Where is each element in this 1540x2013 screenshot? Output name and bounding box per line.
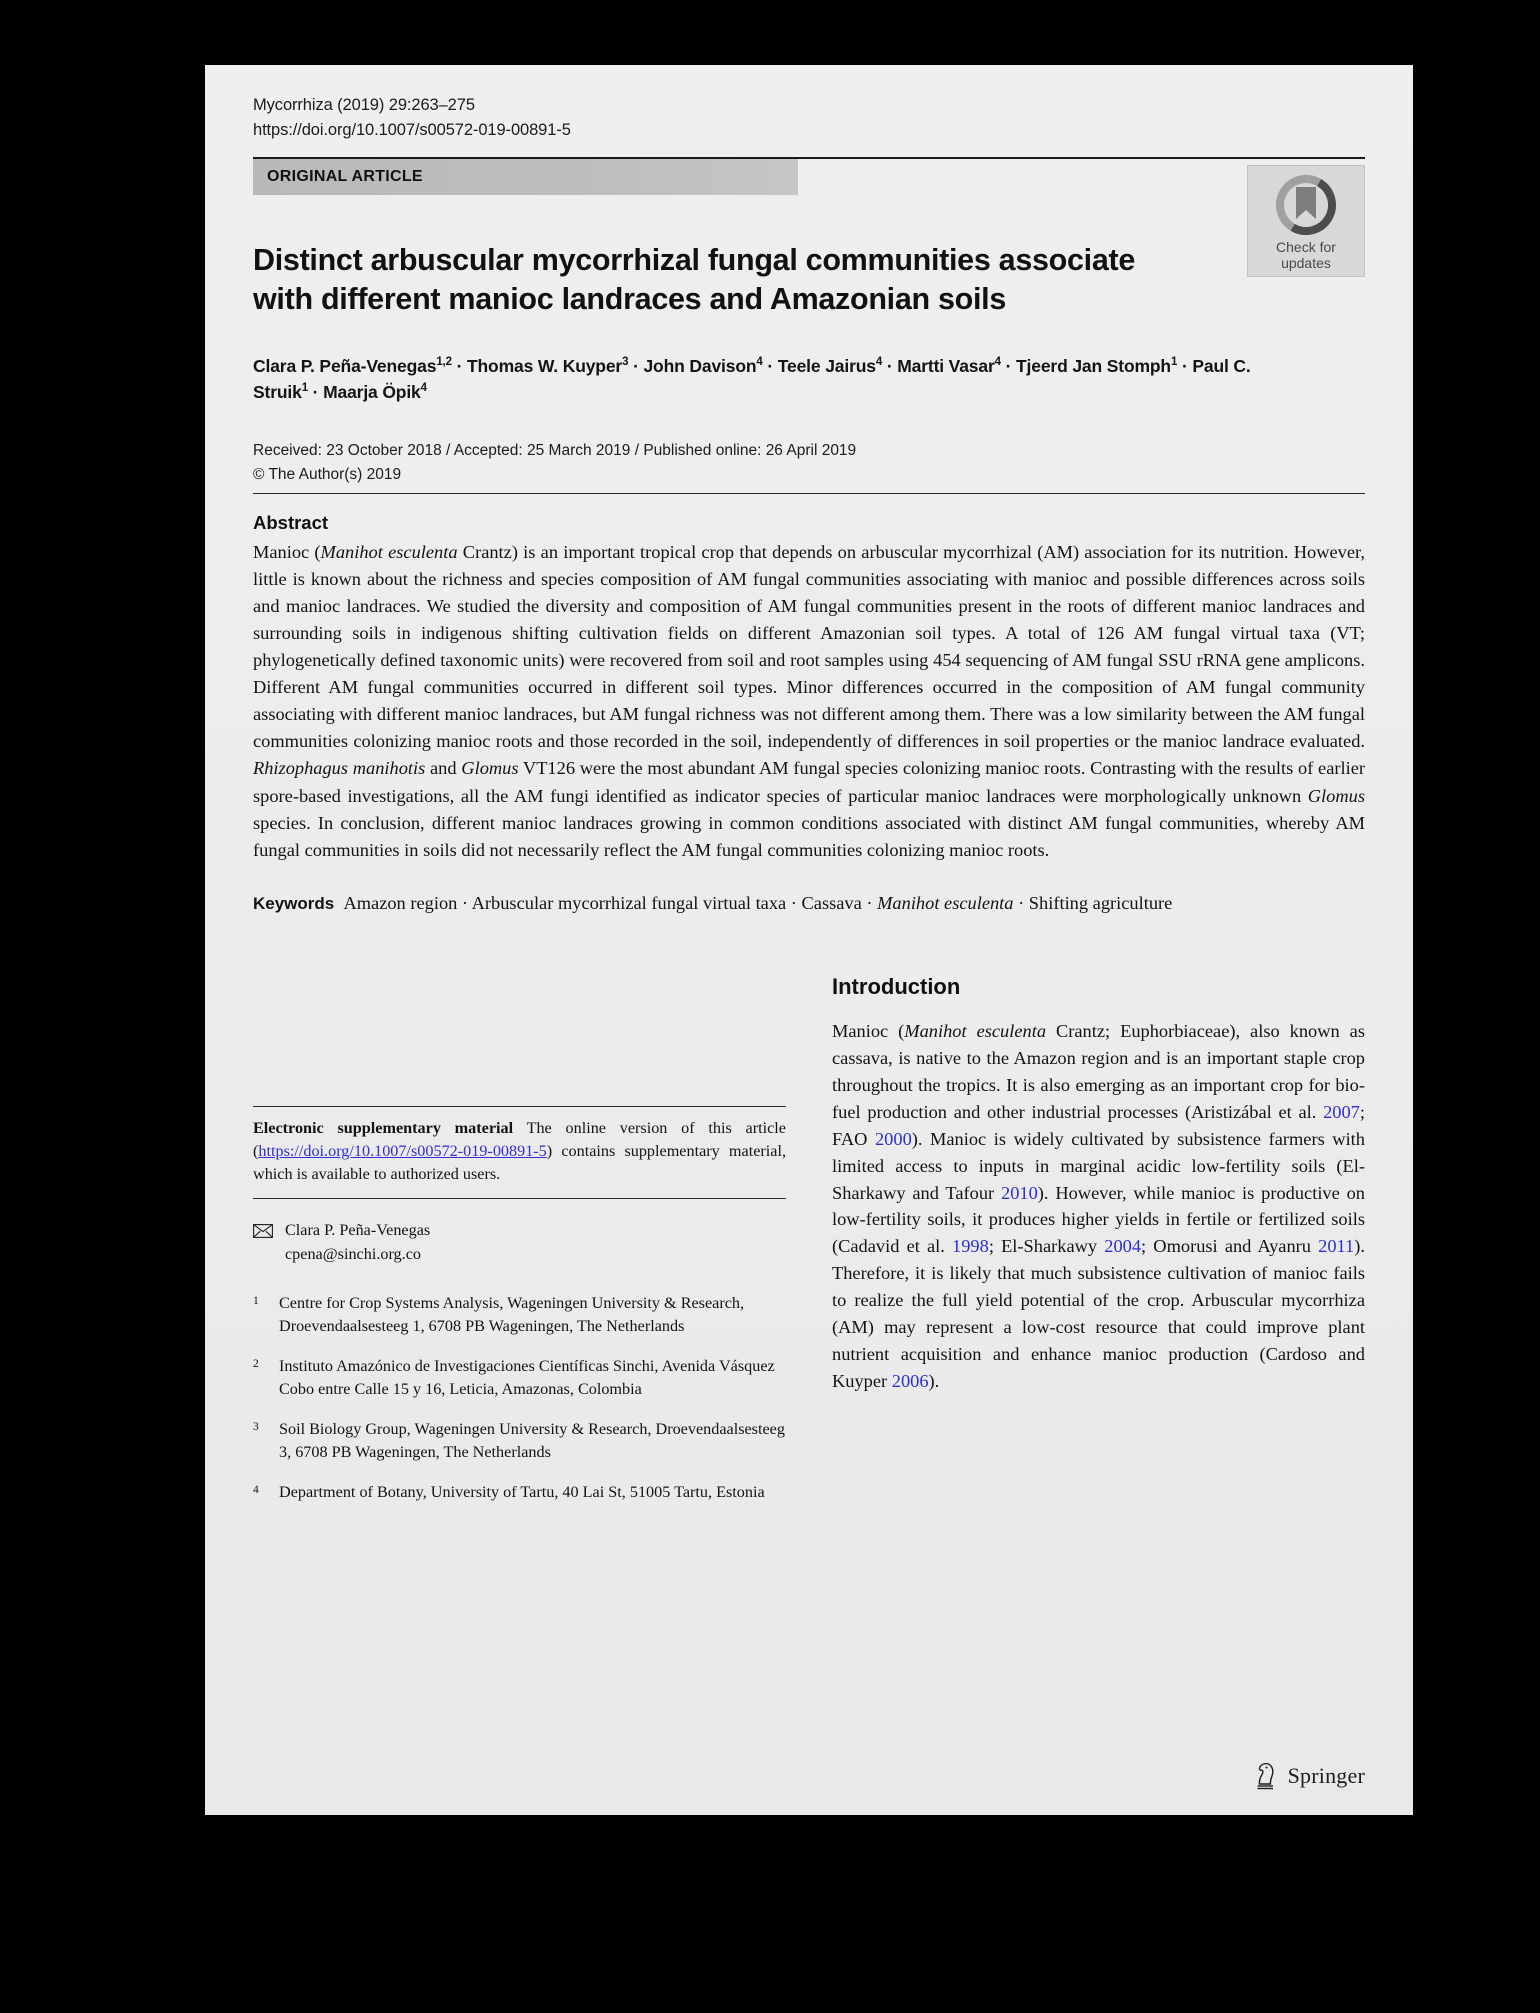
citation-link[interactable]: 2011 xyxy=(1318,1236,1355,1257)
intro-seg: Crantz; Euphorbiaceae), also known as cassava, is native to the Amazon region and is an important staple crop throughout the tropics. It is also emerging as an important crop for bio-fuel production and other industrial processes (Aristizábal et al. xyxy=(832,1021,1365,1122)
abstract-divider xyxy=(253,493,1365,494)
author-name: Maarja Öpik xyxy=(323,381,421,402)
author-separator: · xyxy=(451,355,467,376)
intro-seg: ). Therefore, it is likely that much subsistence cultivation of manioc fails to realize the full yield potential of the crop. Arbuscular mycorrhiza (AM) may represent a low-cost resource that could improve plant nutrient acquisition and enhance manioc production (Cardoso and Kuyper xyxy=(832,1236,1365,1391)
abstract-seg: Manioc ( xyxy=(253,542,321,563)
affiliation-number: 3 xyxy=(253,1421,259,1434)
springer-logo-icon xyxy=(1253,1761,1279,1791)
intro-seg: ; Omorusi and Ayanru xyxy=(1141,1236,1319,1257)
footnote-block xyxy=(253,1106,786,1199)
journal-header xyxy=(253,93,1365,143)
article-type-banner: ORIGINAL ARTICLE xyxy=(253,159,798,195)
corresponding-author-email[interactable]: cpena@sinchi.org.co xyxy=(285,1244,421,1263)
author-affiliation-marker: 4 xyxy=(420,381,427,394)
supplementary-doi-link[interactable]: https://doi.org/10.1007/s00572-019-00891-5 xyxy=(258,1142,547,1161)
supplementary-material-note xyxy=(253,1117,786,1186)
author-affiliation-marker: 4 xyxy=(756,355,763,368)
two-column-area xyxy=(253,974,1365,1504)
author-separator: · xyxy=(1177,355,1193,376)
intro-seg: ; El-Sharkawy xyxy=(988,1236,1105,1257)
citation-link[interactable]: 1998 xyxy=(952,1236,989,1257)
author-affiliation-marker: 4 xyxy=(875,355,883,368)
abstract-seg: Crantz) is an important tropical crop that depends on arbuscular mycorrhizal (AM) association for its nutrition. However, little is known about the richness and species composition of AM fungal communities associating with manioc and possible differences across soils and manioc landraces. We studied the diversity and composition of AM fungal communities present in the roots of different manioc landraces and surrounding soils in indigenous shifting cultivation fields on different Amazonian soil types. A total of 126 AM fungal virtual taxa (VT; phylogenetically defined taxonomic units) were recovered from soil and root samples using 454 sequencing of AM fungal SSU rRNA gene amplicons. Different AM fungal communities occurred in different soil types. Minor differences occurred in the composition of AM fungal community associating with different manioc landraces, but AM fungal richness was not different among them. There was a low similarity between the AM fungal communities colonizing manioc roots and those recorded in the soil, independently of differences in soil properties or the manioc landrace evaluated. xyxy=(253,542,1365,752)
supplementary-post: ) contains supplementary material, which is available to authorized users. xyxy=(253,1142,786,1184)
intro-seg: ). However, while manioc is productive on low-fertility soils, it produces higher yields in fertile or fertilized soils (Cadavid et al. xyxy=(832,1182,1365,1257)
affiliation-number: 2 xyxy=(253,1358,259,1371)
author-name: Clara P. Peña-Venegas xyxy=(253,355,437,376)
intro-seg: ; FAO xyxy=(832,1101,1365,1149)
footnote-divider-top xyxy=(253,1106,786,1107)
citation-link[interactable]: 2000 xyxy=(874,1128,912,1149)
left-column xyxy=(253,974,786,1504)
affiliation-text: Department of Botany, University of Tartu, 40 Lai St, 51005 Tartu, Estonia xyxy=(279,1483,765,1502)
intro-italic: Manihot esculenta xyxy=(904,1021,1047,1042)
abstract-italic: Rhizophagus manihotis xyxy=(253,758,426,779)
author-separator: · xyxy=(307,381,324,402)
author-name: Paul C. Struik xyxy=(253,355,1251,402)
keywords-line xyxy=(253,890,1365,917)
affiliation-number: 4 xyxy=(253,1484,259,1497)
keywords-text: · Shifting agriculture xyxy=(1013,892,1173,913)
affiliation-item xyxy=(253,1481,786,1504)
keywords-text: Amazon region · Arbuscular mycorrhizal fungal virtual taxa · Cassava · xyxy=(343,892,878,913)
affiliation-item xyxy=(253,1418,786,1464)
crossmark-badge[interactable] xyxy=(1247,165,1365,277)
supplementary-pre: The online version of this article ( xyxy=(253,1119,786,1161)
author-affiliation-marker: 1 xyxy=(301,381,308,394)
affiliation-text: Instituto Amazónico de Investigaciones Científicas Sinchi, Avenida Vásquez Cobo entre Calle 15 y 16, Leticia, Amazonas, Colombia xyxy=(279,1357,775,1399)
citation-link[interactable]: 2006 xyxy=(891,1370,929,1391)
paper-title: Distinct arbuscular mycorrhizal fungal communities associate with different manioc landraces and Amazonian soils xyxy=(253,242,1136,316)
author-name: John Davison xyxy=(643,355,757,376)
introduction-text xyxy=(832,1018,1365,1394)
corresponding-author xyxy=(253,1219,786,1266)
citation-link[interactable]: 2007 xyxy=(1323,1101,1360,1122)
article-type-row xyxy=(253,159,1365,271)
abstract-heading: Abstract xyxy=(253,512,329,534)
author-affiliation-marker: 3 xyxy=(622,355,629,368)
springer-wordmark: Springer xyxy=(1287,1763,1365,1788)
author-name: Teele Jairus xyxy=(777,355,876,376)
author-name: Tjeerd Jan Stomph xyxy=(1016,355,1171,376)
abstract-seg: and xyxy=(425,758,462,779)
crossmark-line2: updates xyxy=(1281,254,1331,271)
supplementary-label: Electronic supplementary material xyxy=(253,1119,514,1138)
introduction-heading: Introduction xyxy=(832,974,961,1000)
author-separator: · xyxy=(1000,355,1016,376)
author-separator: · xyxy=(762,355,778,376)
affiliation-item xyxy=(253,1292,786,1338)
journal-citation: Mycorrhiza (2019) 29:263–275 xyxy=(253,96,475,114)
abstract-italic: Manihot esculenta xyxy=(320,542,458,563)
copyright-line: © The Author(s) 2019 xyxy=(253,466,402,484)
citation-link[interactable]: 2004 xyxy=(1104,1236,1142,1257)
journal-doi: https://doi.org/10.1007/s00572-019-00891-5 xyxy=(253,120,571,139)
page-content xyxy=(253,93,1365,1504)
abstract-seg: species. In conclusion, different manioc landraces growing in common conditions associated with distinct AM fungal communities, whereby AM fungal communities in soils did not necessarily reflect the AM fungal communities colonizing manioc roots. xyxy=(253,812,1365,860)
footnote-divider-bottom xyxy=(253,1198,786,1199)
author-affiliation-marker: 1,2 xyxy=(436,355,452,368)
citation-link[interactable]: 2010 xyxy=(1001,1182,1038,1203)
affiliation-item xyxy=(253,1355,786,1401)
abstract-italic: Glomus xyxy=(1307,785,1365,806)
intro-seg: Manioc ( xyxy=(832,1021,905,1042)
paper-page xyxy=(205,65,1413,1815)
affiliation-list xyxy=(253,1292,786,1504)
dates-line: Received: 23 October 2018 / Accepted: 25 March 2019 / Published online: 26 April 2019 xyxy=(253,442,857,460)
author-name: Thomas W. Kuyper xyxy=(466,355,623,376)
publication-dates xyxy=(253,439,1365,487)
author-affiliation-marker: 4 xyxy=(994,355,1001,368)
affiliation-text: Centre for Crop Systems Analysis, Wageningen University & Research, Droevendaalsesteeg 1, 6708 PB Wageningen, The Netherlands xyxy=(279,1294,745,1336)
crossmark-line1: Check for xyxy=(1276,238,1336,255)
abstract-text xyxy=(253,539,1365,864)
abstract-italic: Glomus xyxy=(461,758,519,779)
author-list xyxy=(253,353,1253,406)
right-column xyxy=(832,974,1365,1504)
abstract-seg: VT126 were the most abundant AM fungal species colonizing manioc roots. Contrasting with the results of earlier spore-based investigations, all the AM fungi identified as indicator species of particular manioc landraces were morphologically unknown xyxy=(253,758,1366,806)
affiliation-number: 1 xyxy=(253,1295,259,1308)
crossmark-icon xyxy=(1275,174,1337,236)
corresponding-author-block xyxy=(285,1219,430,1266)
intro-seg: ). xyxy=(928,1370,940,1391)
author-affiliation-marker: 1 xyxy=(1170,355,1178,368)
intro-seg: ). Manioc is widely cultivated by subsistence farmers with limited access to inputs in marginal acidic low-fertility soils (El-Sharkawy and Tafour xyxy=(832,1128,1365,1203)
keywords-label: Keywords xyxy=(253,893,335,913)
keywords-italic: Manihot esculenta xyxy=(877,892,1014,913)
envelope-icon xyxy=(253,1219,273,1266)
author-separator: · xyxy=(882,355,898,376)
affiliation-text: Soil Biology Group, Wageningen University & Research, Droevendaalsesteeg 3, 6708 PB Wageningen, The Netherlands xyxy=(279,1420,785,1462)
corresponding-author-name: Clara P. Peña-Venegas xyxy=(285,1221,431,1240)
springer-footer xyxy=(1253,1761,1365,1791)
author-separator: · xyxy=(628,355,644,376)
author-name: Martti Vasar xyxy=(897,355,995,376)
